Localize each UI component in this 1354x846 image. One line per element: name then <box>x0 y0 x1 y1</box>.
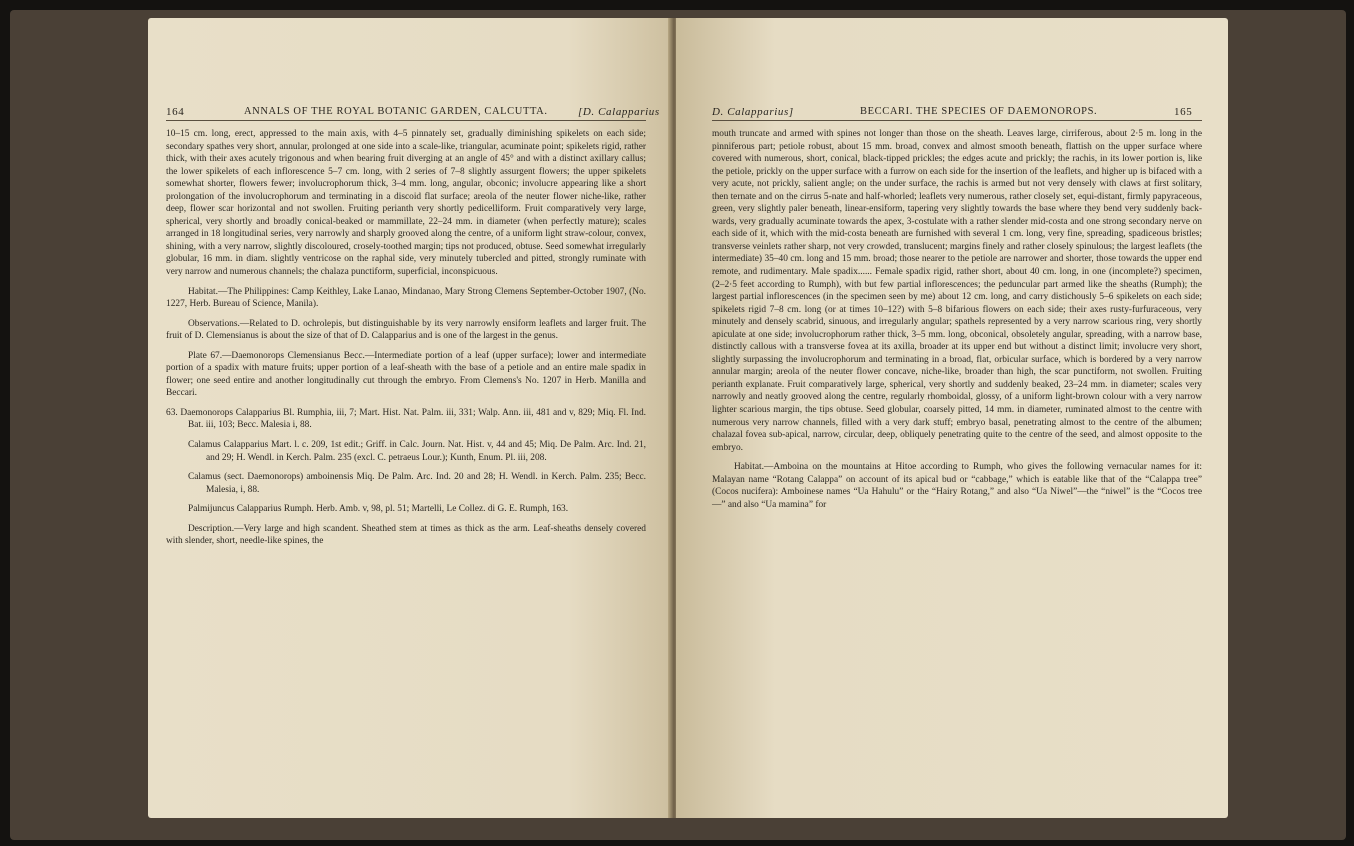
species-head: [D. Calapparius <box>578 106 660 118</box>
paragraph-observations: Observations.—Related to D. ochrolepis, but distinguishable by its very narrowly ensiform leaflets and larger fruit. The fruit of D. Clemensianus is about the size of that of D. Calapparius and is one of the largest in the genus. <box>166 318 646 342</box>
left-page-header <box>166 106 660 118</box>
paragraph-habitat: Habitat.—The Philippines: Camp Keithley, Lake Lanao, Mindanao, Mary Strong Clemens September-October 1907, (No. 1227, Herb. Bureau of Science, Manila). <box>166 286 646 310</box>
synonym-entry: Calamus Calapparius Mart. l. c. 209, 1st edit.; Griff. in Calc. Journ. Nat. Hist. v, 44 and 45; Miq. De Palm. Arc. Ind. 21, and 29; H. Wendl. in Kerch. Palm. 235 (excl. C. petraeus Lour.); Kunth, Enum. Pl. iii, 208. <box>188 440 646 463</box>
header-rule <box>166 120 646 121</box>
paragraph-description-continued: mouth truncate and armed with spines not longer than those on the sheath. Leaves large, cirriferous, about 2·5 m. long in the pinniferous part; petiole robust, about 15 mm. broad, convex and almost smooth beneath, flattish on the upper surface where covered with numerous, short, conical, black-tipped prickles; the edges acute and prickly; the rachis, in its lower portion is, like the petiole, prickly on the upper surface with a furrow on each side for the insertion of the leaflets, and higher up is bifaced with a very acute, not prickly, salient angle; on the under surface, the rachis is armed but not very densely with claws at first solitary, then ternate and on the cirrus 5-nate and half-whorled; leaflets very numerous, rather closely set, equi-distant, firmly papyraceous, green, very slightly paler beneath, linear-ensiform, tapering very slightly towards the base where they bend very suddenly back-wards, very gradually acuminate towards the apex, 3-costulate with a rather slender mid-costa and one strong secondary nerve on each side of it, which with the mid-costa beneath are furnished with several 1 cm. long, very fine, spreading, spadiceous bristles; transverse veinlets rather sharp, not very crowded, translucent; margins finely and rather closely spinulous; the largest leaflets (the intermediate) 35–40 cm. long and 15 mm. broad; those nearer to the petiole are narrower and shorter, those towards the upper end remote, and rudimentary. Male spadix...... Female spadix rigid, rather short, about 40 cm. long, in one (incomplete?) specimen, (2–2·5 feet according to Rumph), with but few partial inflorescences; the peduncular part armed like the sheaths (Rumph); the largest partial inflorescences (in the specimen seen by me) about 12 cm. long, and carry distichously 5–6 spikelets on each side; spikelets rigid 7–8 cm. long (or at times 10–12?) with 5–8 bifarious flowers on each side; their axes rusty-furfuraceous, very minutely and densely scabrid, sinuous, and irregularly angular; spathels represented by a very narrow scarious ring, very shortly apiculate at one side; involucrophorum rather thick, 3–5 mm. long, obconical, obsoletely angular, spreading, with a narrow base, distinctly callous with a transverse fovea at its axilla, broader at its upper end but without a distinct limit; involucre very short, slightly surpassing the involucrophorum and terminating in a broad, flat, orbicular surface, which is bordered by a very narrow annular margin; areola of the neuter flower concave, niche-like, broader than high, the scar punctiform, not swollen. Fruiting perianth explanate. Fruit comparatively large, spherical, very shortly and suddenly beaked, 23–24 mm. in diameter; scales very narrowly and neatly grooved along the centre, regularly rhomboidal, glossy, of a uniform light-brown colour with a very narrow lighter scarious margin, the tips obtuse. Seed globular, coarsely pitted, 14 mm. in diameter, ruminated almost to the centre with numerous very narrow channels, filled with a very dark stuff; embryo basal, penetrating almost to the centre of the albumen; chalazal fovea sub-apical, narrow, circular, deep, obliquely penetrating quite to the centre of the seed, and almost opposite to the embryo. <box>712 129 1202 453</box>
page-number: 164 <box>166 106 185 118</box>
right-page <box>676 18 1228 818</box>
page-number: 165 <box>1174 106 1193 118</box>
left-page <box>148 18 672 818</box>
header-rule <box>712 120 1202 121</box>
paragraph-plate: Plate 67.—Daemonorops Clemensianus Becc.—Intermediate portion of a leaf (upper surface); lower and intermediate portion of a spadix with mature fruits; upper portion of a leaf-sheath with the base of a petiole and an entire male spadix in flower; one seed entire and another longitudinally cut through the embryo. From Clemens's No. 1207 in Herb. Manilla and Beccari. <box>166 350 646 399</box>
running-head: BECCARI. THE SPECIES OF DAEMONOROPS. <box>860 106 1098 117</box>
right-text-column <box>712 128 1202 511</box>
synonym-entry: Calamus (sect. Daemonorops) amboinensis Miq. De Palm. Arc. Ind. 20 and 28; H. Wendl. in Kerch. Palm. 235; Becc. Malesia, i, 88. <box>188 472 646 495</box>
species-head: D. Calapparius] <box>712 106 794 118</box>
running-head: ANNALS OF THE ROYAL BOTANIC GARDEN, CALCUTTA. <box>244 106 548 117</box>
paragraph-description: Description.—Very large and high scandent. Sheathed stem at times as thick as the arm. Leaf-sheaths densely covered with slender, short, needle-like spines, the <box>166 523 646 547</box>
paragraph-species-heading: 63. Daemonorops Calapparius Bl. Rumphia, iii, 7; Mart. Hist. Nat. Palm. iii, 331; Walp. Ann. iii, 481 and v, 829; Miq. Fl. Ind. Bat. iii, 103; Becc. Malesia i, 88. <box>166 407 646 431</box>
left-text-column <box>166 128 646 548</box>
synonym-entry: Palmijuncus Calapparius Rumph. Herb. Amb. v, 98, pl. 51; Martelli, Le Collez. di G. E. Rumph, 163. <box>188 504 569 515</box>
paragraph-habitat: Habitat.—Amboina on the mountains at Hitoe according to Rumph, who gives the following vernacular names for it: Malayan name “Rotang Calappa” on account of its apical bud or “cabbage,” which is eatable like that of the “Calappa tree” (Cocos nucifera): Amboinese names “Ua Hahulu” or the “Hairy Rotang,” and also “Ua Niwel”—the “niwel” is the “Cocos tree—” and also “Ua mamina” for <box>712 462 1202 510</box>
paragraph-description-continued: 10–15 cm. long, erect, appressed to the main axis, with 4–5 pinnately set, gradually diminishing spikelets on each side; secondary spathes very short, annular, prolonged at one side into a scale-like, triangular, acuminate point; spikelets rigid, rather thick, with their axes acutely trigonous and when bearing fruit diverging at an angle of 45° and with a distinct axillary callus; the lower spikelets of each inflorescence 5–7 cm. long, with 2 series of 7–8 slightly assurgent flowers; the upper spikelets somewhat shorter, flowers fewer; involucrophorum thick, 3–4 mm. long, angular, obconic; involucre appearing like a short prolongation of the involucrophorum and terminating in a discoid flat surface; areola of the neuter flower niche-like, rather deep, flower scar horizontal and not swollen. Fruiting perianth very shortly pedicelliform. Fruit comparatively very large, spherical, very shortly and broadly conical-beaked or mammillate, 22–24 mm. in diameter (when perfectly mature); scales arranged in 18 longitudinal series, very narrowly and sharply grooved along the centre, of a uniform light straw-colour, convex, shining, with a very narrow, slightly discoloured, crosely-toothed margin; tips not produced, obtuse. Seed somewhat irregularly globular, 16 mm. in diam. slightly ventricose on the raphal side, very minutely tubercled and pitted, strongly ruminate with very narrow and numerous channels; the chalaza punctiform, superficial, inconspicuous. <box>166 129 646 278</box>
